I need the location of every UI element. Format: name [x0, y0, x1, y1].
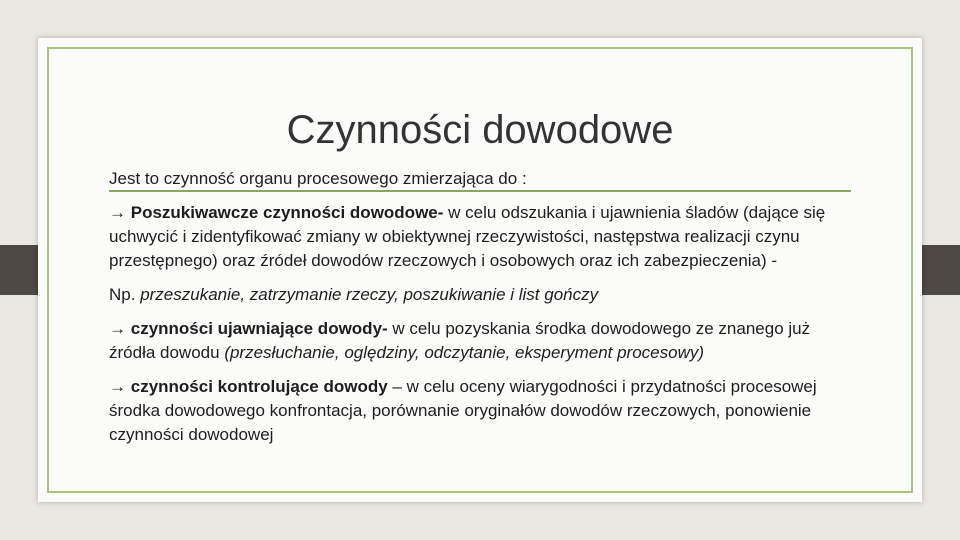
paragraph-italic: przeszukanie, zatrzymanie rzeczy, poszukiwanie i list gończy [140, 285, 599, 304]
arrow-right-icon: → [109, 203, 126, 222]
slide-intro: Jest to czynność organu procesowego zmierzająca do : [109, 168, 851, 192]
slide-title: Czynności dowodowe [286, 108, 674, 152]
paragraph-text: w celu pozyskania środka dowodowego ze znanego już źródła dowodu [109, 319, 811, 362]
paragraph-examples [109, 283, 857, 307]
arrow-right-icon: → [109, 319, 126, 338]
paragraph-bold: czynności ujawniające dowody- [130, 319, 388, 338]
paragraph-control-actions [109, 375, 857, 447]
arrow-right-icon: → [109, 377, 126, 396]
paragraph-bold: czynności kontrolujące dowody [130, 377, 388, 396]
paragraph-revealing-actions [109, 317, 857, 365]
paragraph-text: – w celu oceny wiarygodności i przydatności procesowej środka dowodowego konfrontacja, porównanie oryginałów dowodów rzeczowych, ponowienie czynności dowodowej [109, 377, 817, 444]
paragraph-bold: Poszukiwawcze czynności dowodowe- [130, 203, 444, 222]
paragraph-text: w celu odszukania i ujawnienia śladów (dające się uchwycić i zidentyfikować zmiany w obiektywnej rzeczywistości, następstwa realizacji czynu przestępnego) oraz źródeł dowodów rzeczowych i osobowych oraz ich zabezpieczenia) - [109, 203, 826, 270]
paragraph-italic: (przesłuchanie, oględziny, odczytanie, eksperyment procesowy) [224, 343, 705, 362]
slide-content [109, 201, 857, 447]
paragraph-search-actions [109, 201, 857, 273]
paragraph-prefix: Np. [109, 285, 141, 304]
